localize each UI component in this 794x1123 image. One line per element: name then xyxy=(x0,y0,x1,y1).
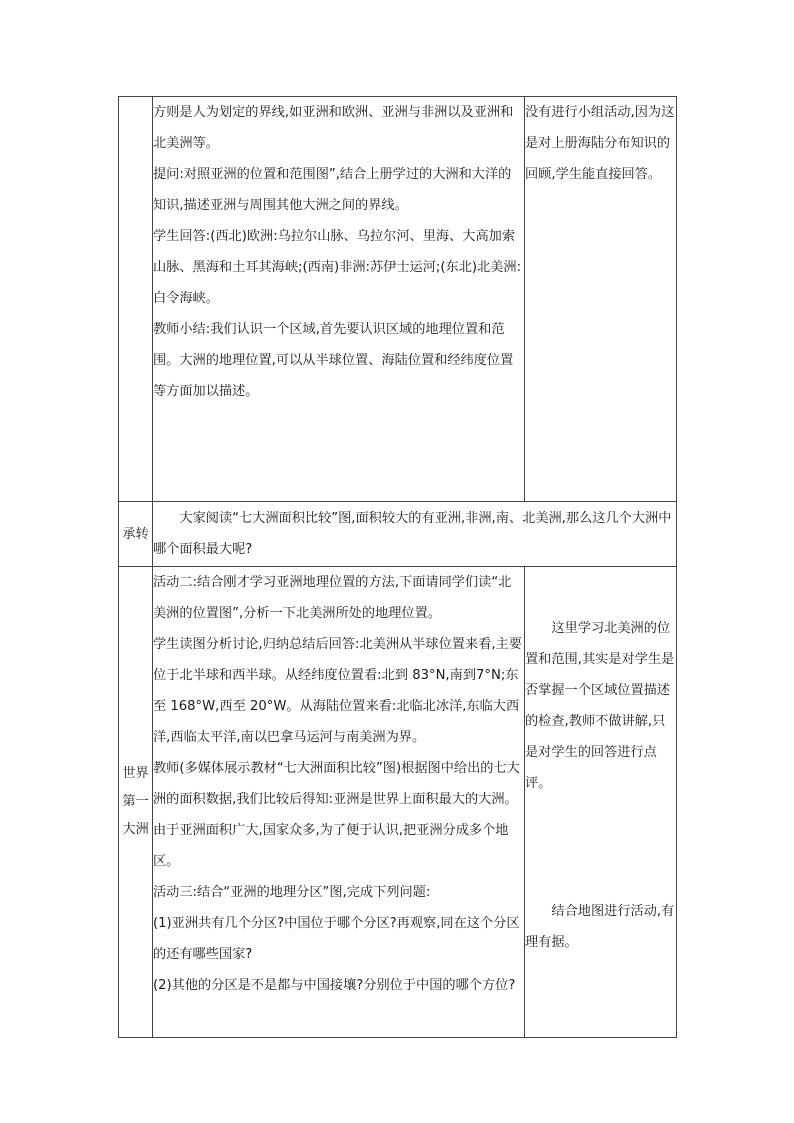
design-intent-cell xyxy=(525,567,677,1038)
paragraph: (2)其他的分区是不是都与中国接壤?分别位于中国的哪个方位? xyxy=(153,978,516,993)
paragraph: 方则是人为划定的界线,如亚洲和欧洲、亚洲与非洲以及亚洲和北美洲等。 xyxy=(153,105,514,151)
paragraph: 这里学习北美洲的位置和范围,其实是对学生是否掌握一个区域位置描述的检查,教师不做讲解,只是对学生的回答进行点评。 xyxy=(525,621,675,791)
paragraph: (1)亚洲共有几个分区?中国位于哪个分区?再观察,同在这个分区的还有哪些国家? xyxy=(153,916,520,962)
paragraph: 没有进行小组活动,因为这是对上册海陆分布知识的回顾,学生能直接回答。 xyxy=(525,105,675,182)
teaching-process-cell xyxy=(153,97,525,502)
row-label-empty xyxy=(119,97,153,502)
paragraph: 教师(多媒体展示教材“七大洲面积比较”图)根据图中给出的七大洲的面积数据,我们比较后得知:亚洲是世界上面积最大的大洲。由于亚洲面积广大,国家众多,为了便于认识,把亚洲分成多个地区。 xyxy=(153,761,520,869)
paragraph: 教师小结:我们认识一个区域,首先要认识区域的地理位置和范围。大洲的地理位置,可以从半球位置、海陆位置和经纬度位置等方面加以描述。 xyxy=(153,322,514,399)
paragraph: 大家阅读“七大洲面积比较”图,面积较大的有亚洲,非洲,南、北美洲,那么这几个大洲中哪个面积最大呢? xyxy=(153,511,672,557)
table-row xyxy=(119,567,677,1038)
design-intent-cell xyxy=(525,97,677,502)
table-row xyxy=(119,502,677,567)
paragraph: 活动二:结合刚才学习亚洲地理位置的方法,下面请同学们读“北美洲的位置图”,分析一下北美洲所处的地理位置。 xyxy=(153,575,512,621)
paragraph: 活动三:结合“亚洲的地理分区”图,完成下列问题: xyxy=(153,885,431,900)
teaching-process-cell xyxy=(153,567,525,1038)
lesson-plan-table xyxy=(118,96,677,1038)
paragraph: 学生读图分析讨论,归纳总结后回答:北美洲从半球位置来看,主要位于北半球和西半球。从经纬度位置看:北到 83°N,南到7°N;东至 168°W,西至 20°W。从海陆位置来看:北临北冰洋,东临大西洋,西临太平洋,南以巴拿马运河与南美洲为界。 xyxy=(153,637,522,745)
row-label-transition: 承转 xyxy=(119,502,153,567)
transition-cell xyxy=(153,502,677,567)
paragraph: 提问:对照亚洲的位置和范围图”,结合上册学过的大洲和大洋的知识,描述亚洲与周围其他大洲之间的界线。 xyxy=(153,167,512,213)
table-row xyxy=(119,97,677,502)
row-label-largest-continent: 世界第一大洲 xyxy=(119,567,153,1038)
paragraph: 结合地图进行活动,有理有据。 xyxy=(525,904,675,950)
paragraph: 学生回答:(西北)欧洲:乌拉尔山脉、乌拉尔河、里海、大高加索山脉、黑海和土耳其海峡;(西南)非洲:苏伊士运河;(东北)北美洲:白令海峡。 xyxy=(153,229,522,306)
